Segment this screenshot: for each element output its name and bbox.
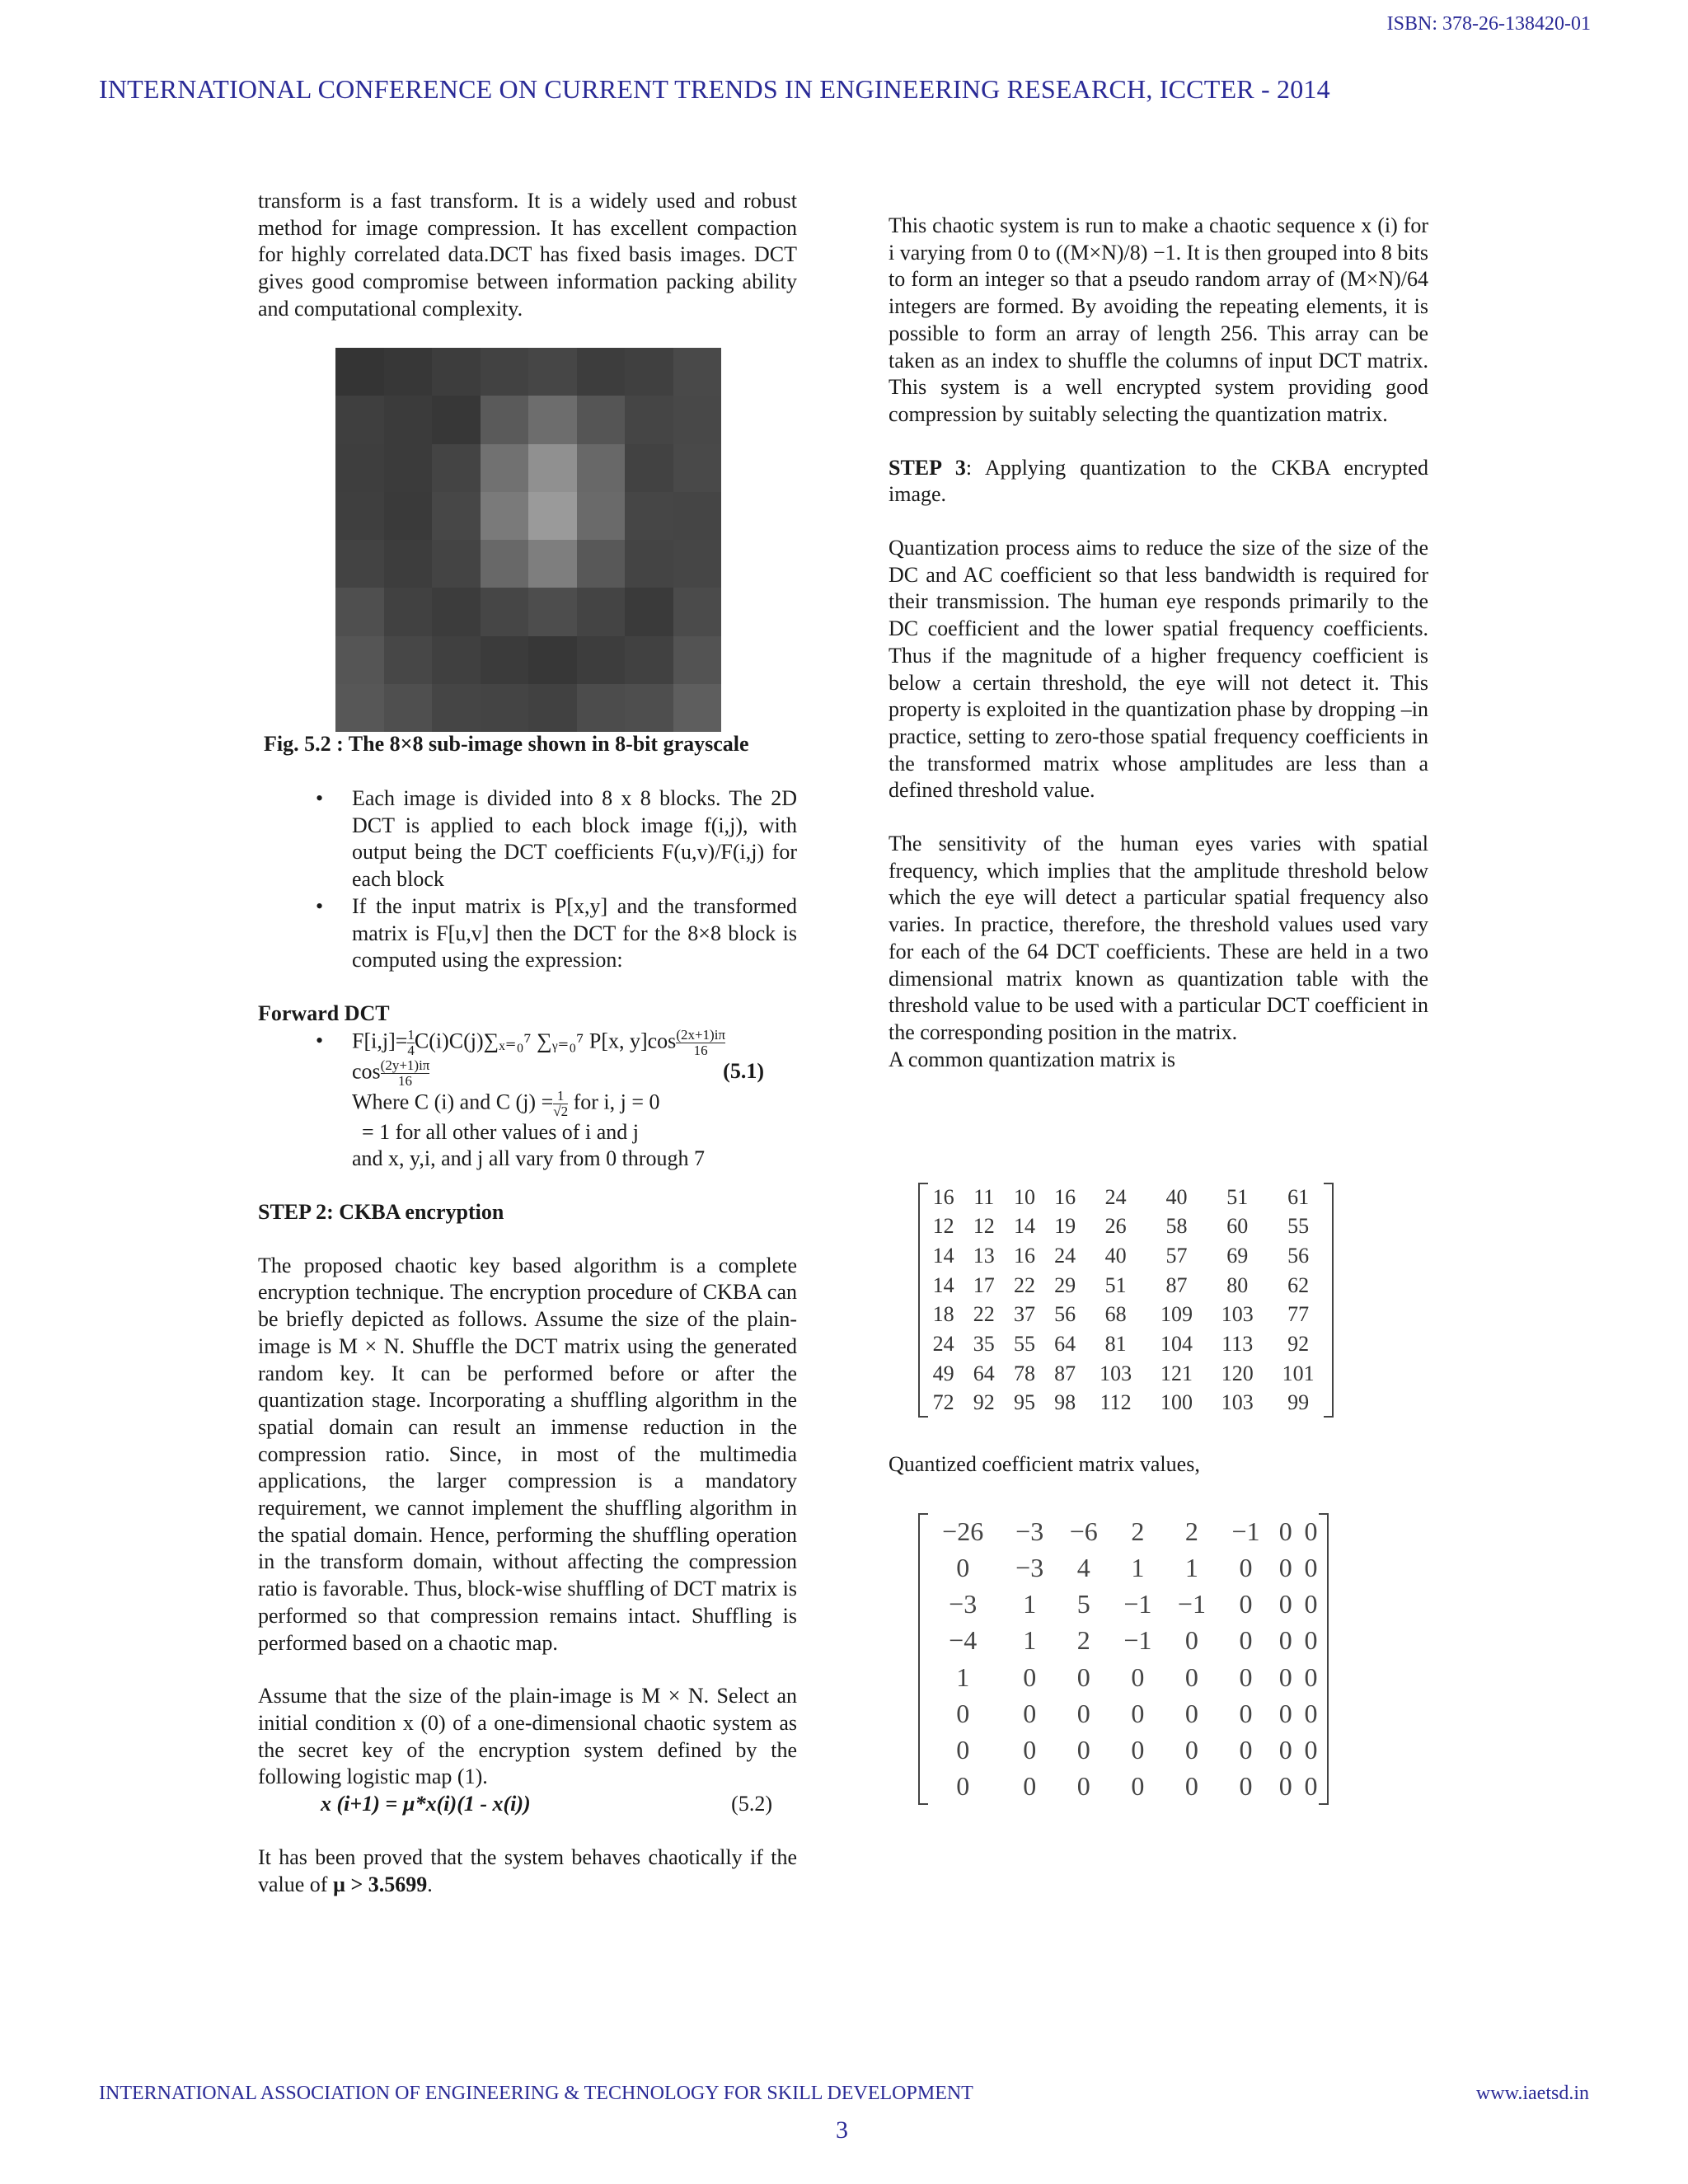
matrix-cell: −26 <box>942 1516 984 1546</box>
matrix-cell: 40 <box>1104 1244 1127 1268</box>
grayscale-pixel <box>673 348 722 396</box>
bullet-text: Each image is divided into 8 x 8 blocks. The 2D DCT is applied to each block image f(i,j), with output being the DCT coefficients F(u,v)/F(i,j) for each block <box>352 786 797 892</box>
matrix-cell: 0 <box>1131 1735 1145 1765</box>
matrix-cell: 0 <box>1278 1625 1292 1656</box>
matrix-cell: 16 <box>1013 1244 1035 1268</box>
matrix-row <box>923 1623 1324 1659</box>
matrix-cell: 0 <box>1304 1552 1318 1582</box>
footer-website: www.iaetsd.in <box>1475 2083 1589 2104</box>
matrix-cell: 113 <box>1221 1331 1254 1356</box>
step2-paragraph-2: Assume that the size of the plain-image is M × N. Select an initial condition x (0) of a one-dimensional chaotic system as the secret key of the encryption system defined by the following logistic map (1). <box>258 1684 797 1789</box>
bullet-list <box>258 785 797 974</box>
matrix-cell: 12 <box>932 1214 954 1239</box>
matrix-cell: 0 <box>1184 1735 1198 1765</box>
matrix-cell: 99 <box>1287 1390 1310 1415</box>
matrix-cell: 0 <box>1304 1735 1318 1765</box>
matrix-cell: 0 <box>1239 1625 1253 1656</box>
matrix-cell: −1 <box>1123 1625 1152 1656</box>
matrix-cell: −1 <box>1231 1516 1260 1546</box>
matrix-cell: 103 <box>1221 1302 1254 1327</box>
matrix-cell: −4 <box>949 1625 978 1656</box>
grayscale-pixel <box>577 348 626 396</box>
matrix-cell: 0 <box>1131 1661 1145 1692</box>
step2-paragraph-1: The proposed chaotic key based algorithm is a complete encryption technique. The encryption procedure of CKBA can be briefly depicted as follows. Assume the size of the plain-image is M × N. Shuffle the DCT matrix using the generated random key. It can be performed before or after the quantization stage. Incorporating a shuffling algorithm in the spatial domain can result an immense reduction in the compression ratio. Since, in most of the multimedia applications, the larger compression is a mandatory requirement, we cannot implement the shuffling algorithm in the spatial domain. Hence, performing the shuffling operation in the transform domain, without affecting the compression ratio is favorable. Thus, block-wise shuffling of DCT matrix is performed so that compression remains intact. Shuffling is performed based on a chaotic map. <box>258 1253 797 1655</box>
matrix-row <box>923 1301 1329 1330</box>
matrix-cell: 0 <box>1239 1589 1253 1619</box>
matrix-cell: 0 <box>1304 1589 1318 1619</box>
matrix-cell: 121 <box>1160 1361 1193 1385</box>
matrix-cell: 0 <box>1076 1771 1090 1802</box>
matrix-row <box>923 1241 1329 1271</box>
matrix-cell: 69 <box>1226 1244 1249 1268</box>
grayscale-pixel <box>384 492 433 540</box>
grayscale-pixel <box>481 540 529 588</box>
matrix-cell: 0 <box>1278 1735 1292 1765</box>
grayscale-pixel <box>528 348 577 396</box>
chaotic-paragraph: This chaotic system is run to make a chaotic sequence x (i) for i varying from 0 to ((M×N)/8) −1. It is then grouped into 8 bits to form an integer so that a pseudo random array of (M×N)/64 integers are formed. By avoiding the repeating elements, it is possible to form an array of length 256. This array can be taken as an index to shuffle the columns of input DCT matrix. This system is a well encrypted system providing good compression by suitably selecting the quantization matrix. <box>889 213 1428 426</box>
matrix-cell: 14 <box>932 1244 954 1268</box>
matrix-cell: 2 <box>1184 1516 1198 1546</box>
grayscale-pixel <box>335 396 384 443</box>
matrix-cell: 13 <box>973 1244 995 1268</box>
bullet-text: If the input matrix is P[x,y] and the transformed matrix is F[u,v] then the DCT for the 8×8 block is computed using the expression: <box>352 893 797 972</box>
logistic-equation-row <box>258 1791 797 1818</box>
grayscale-pixel <box>481 636 529 684</box>
grayscale-pixel <box>673 684 722 732</box>
matrix-cell: 0 <box>1076 1698 1090 1728</box>
matrix-cell: 35 <box>973 1331 995 1356</box>
quantization-matrix <box>923 1183 1329 1418</box>
grayscale-pixel <box>335 492 384 540</box>
matrix-cell: 0 <box>1278 1516 1292 1546</box>
grayscale-pixel <box>577 444 626 492</box>
matrix-cell: 0 <box>1239 1735 1253 1765</box>
matrix-cell: −6 <box>1069 1516 1098 1546</box>
matrix-cell: 0 <box>1023 1771 1037 1802</box>
step3-heading: STEP 3: Applying quantization to the CKBA encrypted image. <box>889 455 1428 507</box>
matrix-cell: 104 <box>1160 1331 1193 1356</box>
grayscale-pixel <box>335 636 384 684</box>
quant-matrix-intro: A common quantization matrix is <box>889 1047 1176 1071</box>
matrix-cell: 0 <box>1184 1661 1198 1692</box>
matrix-cell: 0 <box>1184 1625 1198 1656</box>
grayscale-pixel <box>384 636 433 684</box>
matrix-cell: 17 <box>973 1272 995 1297</box>
matrix-cell: 22 <box>973 1302 995 1327</box>
matrix-cell: 55 <box>1013 1331 1035 1356</box>
grayscale-pixel <box>432 684 481 732</box>
grayscale-pixel <box>625 636 673 684</box>
grayscale-pixel <box>481 348 529 396</box>
matrix-cell: 2 <box>1076 1625 1090 1656</box>
matrix-cell: 103 <box>1100 1361 1132 1385</box>
matrix-cell: 51 <box>1226 1184 1249 1209</box>
forward-dct-heading: Forward DCT <box>258 1001 390 1025</box>
matrix-cell: 0 <box>1184 1771 1198 1802</box>
right-column <box>889 213 1428 1073</box>
equation-number: (5.2) <box>731 1792 772 1816</box>
matrix-cell: 64 <box>1054 1331 1076 1356</box>
equation-number: (5.1) <box>723 1058 764 1083</box>
grayscale-pixel <box>577 540 626 588</box>
matrix-cell: 11 <box>973 1184 995 1209</box>
matrix-row <box>923 1212 1329 1242</box>
matrix-cell: 95 <box>1013 1390 1035 1415</box>
matrix-cell: 49 <box>932 1361 954 1385</box>
matrix-cell: −3 <box>1015 1516 1044 1546</box>
matrix-cell: 92 <box>973 1390 995 1415</box>
matrix-cell: 103 <box>1221 1390 1254 1415</box>
grayscale-pixel <box>625 396 673 443</box>
matrix-cell: 5 <box>1076 1589 1090 1619</box>
matrix-cell: 62 <box>1287 1272 1310 1297</box>
matrix-cell: 112 <box>1100 1390 1132 1415</box>
grayscale-pixel <box>528 540 577 588</box>
matrix-cell: 56 <box>1287 1244 1310 1268</box>
list-item: • If the input matrix is P[x,y] and the transformed matrix is F[u,v] then the DCT for the 8×8 block is computed using the expression: <box>316 893 797 972</box>
formula-line-2 <box>352 1058 797 1089</box>
grayscale-pixel <box>432 636 481 684</box>
matrix-cell: 0 <box>956 1552 970 1582</box>
matrix-cell: 1 <box>1131 1552 1145 1582</box>
left-column-lower <box>258 785 797 1898</box>
grayscale-pixel <box>481 492 529 540</box>
formula-lhs: F[i,j]= <box>352 1029 408 1053</box>
grayscale-pixel <box>673 396 722 443</box>
grayscale-pixel <box>673 492 722 540</box>
matrix-row <box>923 1388 1329 1418</box>
matrix-cell: 60 <box>1226 1214 1249 1239</box>
matrix-cell: 40 <box>1165 1184 1188 1209</box>
matrix-cell: 92 <box>1287 1331 1310 1356</box>
matrix-cell: −3 <box>949 1589 978 1619</box>
matrix-cell: 0 <box>1131 1771 1145 1802</box>
grayscale-subimage-figure <box>335 348 721 732</box>
matrix-row <box>923 1769 1324 1805</box>
grayscale-pixel <box>625 684 673 732</box>
grayscale-pixel <box>625 444 673 492</box>
grayscale-pixel <box>625 348 673 396</box>
matrix-cell: 0 <box>1076 1735 1090 1765</box>
matrix-cell: 0 <box>1023 1661 1037 1692</box>
matrix-row <box>923 1359 1329 1389</box>
matrix-cell: 56 <box>1054 1302 1076 1327</box>
grayscale-pixel <box>528 492 577 540</box>
matrix-row <box>923 1513 1324 1549</box>
matrix-cell: 0 <box>1076 1661 1090 1692</box>
grayscale-pixel <box>577 492 626 540</box>
matrix-row <box>923 1329 1329 1359</box>
formula-body: C(i)C(j)∑ₓ₌₀⁷ ∑ᵧ₌₀⁷ P[x, y]cos <box>414 1029 677 1053</box>
matrix-cell: 0 <box>956 1698 970 1728</box>
grayscale-pixel <box>335 540 384 588</box>
footer-association: INTERNATIONAL ASSOCIATION OF ENGINEERING & TECHNOLOGY FOR SKILL DEVELOPMENT <box>99 2083 973 2104</box>
matrix-cell: 0 <box>1239 1771 1253 1802</box>
page-number: 3 <box>836 2116 848 2144</box>
matrix-cell: 0 <box>1304 1516 1318 1546</box>
matrix-cell: 0 <box>1304 1661 1318 1692</box>
matrix-cell: 87 <box>1165 1272 1188 1297</box>
matrix-cell: 24 <box>1104 1184 1127 1209</box>
grayscale-pixel <box>625 492 673 540</box>
matrix-row <box>923 1271 1329 1301</box>
grayscale-pixel <box>625 540 673 588</box>
matrix-cell: 16 <box>1054 1184 1076 1209</box>
matrix-cell: 19 <box>1054 1214 1076 1239</box>
grayscale-pixel <box>432 492 481 540</box>
matrix-cell: 0 <box>1278 1771 1292 1802</box>
matrix-cell: 14 <box>1013 1214 1035 1239</box>
grayscale-pixel <box>481 684 529 732</box>
matrix-cell: −1 <box>1177 1589 1206 1619</box>
matrix-cell: 12 <box>973 1214 995 1239</box>
matrix-cell: 101 <box>1282 1361 1315 1385</box>
quantized-label: Quantized coefficient matrix values, <box>889 1452 1200 1476</box>
list-item: • Each image is divided into 8 x 8 blocks. The 2D DCT is applied to each block image f(i,j), with output being the DCT coefficients F(u,v)/F(i,j) for each block <box>316 786 797 892</box>
matrix-cell: 77 <box>1287 1302 1310 1327</box>
matrix-cell: 0 <box>956 1735 970 1765</box>
grayscale-pixel <box>577 636 626 684</box>
intro-paragraph: transform is a fast transform. It is a widely used and robust method for image compression. It has excellent compaction for highly correlated data.DCT has fixed basis images. DCT gives good compromise between information packing ability and computational complexity. <box>258 189 797 321</box>
grayscale-pixel <box>481 396 529 443</box>
formula-fraction-x: $\frac{(2x+1)i\pi}{16}$ <box>676 1026 726 1058</box>
grayscale-pixel <box>432 444 481 492</box>
matrix-cell: 24 <box>1054 1244 1076 1268</box>
formula-fraction-y: $\frac{(2y+1)i\pi}{16}$ <box>380 1057 430 1089</box>
grayscale-pixel <box>384 396 433 443</box>
grayscale-pixel <box>577 588 626 635</box>
closing-paragraph: It has been proved that the system behaves chaotically if the value of µ > 3.5699. <box>258 1844 797 1896</box>
matrix-cell: 10 <box>1013 1184 1035 1209</box>
formula-cos: cos <box>352 1059 381 1084</box>
matrix-row <box>923 1183 1329 1212</box>
matrix-cell: 16 <box>932 1184 954 1209</box>
matrix-cell: 0 <box>1304 1698 1318 1728</box>
matrix-cell: 0 <box>1023 1735 1037 1765</box>
quantized-coefficient-matrix <box>923 1513 1324 1805</box>
left-column <box>258 188 797 323</box>
logistic-equation: x (i+1) = µ*x(i)(1 - x(i)) <box>321 1792 531 1816</box>
grayscale-pixel <box>673 540 722 588</box>
where-line-2: = 1 for all other values of i and j <box>362 1119 639 1144</box>
matrix-cell: 24 <box>932 1331 954 1356</box>
matrix-cell: 0 <box>1023 1698 1037 1728</box>
matrix-cell: 26 <box>1104 1214 1127 1239</box>
grayscale-pixel <box>384 540 433 588</box>
isbn-label: ISBN: 378-26-138420-01 <box>1386 13 1591 35</box>
conference-title: INTERNATIONAL CONFERENCE ON CURRENT TRENDS IN ENGINEERING RESEARCH, ICCTER - 2014 <box>99 74 1330 104</box>
grayscale-pixel <box>528 444 577 492</box>
matrix-cell: 78 <box>1013 1361 1035 1385</box>
matrix-cell: 87 <box>1054 1361 1076 1385</box>
grayscale-pixel <box>625 588 673 635</box>
list-item: • F[i,j]= $\frac{1}{4}$ C(i)C(j)∑ₓ₌₀⁷ ∑ᵧ₌₀⁷ P[x, y]cos $\frac{(2x+1)i\pi}{16}$ cos $\frac{(2y+1)i\pi}{16}$ (5.1) Where C (i) and C (j) = $\frac{1}{√2}$ for i, j = 0 = 1 for all other values of i and j and x, y,i, and j all vary from 0 through 7 <box>258 1028 797 1173</box>
matrix-cell: 98 <box>1054 1390 1076 1415</box>
grayscale-pixel <box>384 684 433 732</box>
matrix-cell: 4 <box>1076 1552 1090 1582</box>
matrix-cell: 18 <box>932 1302 954 1327</box>
matrix-cell: 22 <box>1013 1272 1035 1297</box>
figure-caption: Fig. 5.2 : The 8×8 sub-image shown in 8-bit grayscale <box>264 732 749 756</box>
grayscale-pixel <box>432 588 481 635</box>
matrix-row <box>923 1549 1324 1586</box>
grayscale-pixel <box>384 348 433 396</box>
matrix-cell: 81 <box>1104 1331 1127 1356</box>
mu-threshold: µ > 3.5699 <box>332 1872 428 1896</box>
matrix-cell: 1 <box>1023 1589 1037 1619</box>
matrix-cell: 64 <box>973 1361 995 1385</box>
where-line-1: Where C (i) and C (j) = $\frac{1}{√2}$ for i, j = 0 <box>352 1087 660 1119</box>
grayscale-pixel <box>384 444 433 492</box>
grayscale-pixel <box>432 348 481 396</box>
matrix-cell: 0 <box>1304 1625 1318 1656</box>
formula-quarter: $\frac{1}{4}$ <box>407 1026 415 1058</box>
matrix-cell: 37 <box>1013 1302 1035 1327</box>
grayscale-pixel <box>528 396 577 443</box>
matrix-cell: 55 <box>1287 1214 1310 1239</box>
matrix-cell: 0 <box>956 1771 970 1802</box>
grayscale-pixel <box>481 444 529 492</box>
matrix-row <box>923 1586 1324 1623</box>
matrix-cell: 120 <box>1221 1361 1254 1385</box>
matrix-cell: 0 <box>1239 1698 1253 1728</box>
matrix-cell: 0 <box>1184 1698 1198 1728</box>
matrix-row <box>923 1732 1324 1769</box>
grayscale-pixel <box>335 348 384 396</box>
grayscale-pixel <box>481 588 529 635</box>
matrix-cell: 0 <box>1304 1771 1318 1802</box>
matrix-cell: 61 <box>1287 1184 1310 1209</box>
matrix-cell: 1 <box>1023 1625 1037 1656</box>
grayscale-pixel <box>335 444 384 492</box>
grayscale-pixel <box>577 396 626 443</box>
matrix-cell: 1 <box>956 1661 970 1692</box>
matrix-cell: 29 <box>1054 1272 1076 1297</box>
matrix-cell: 1 <box>1184 1552 1198 1582</box>
matrix-row <box>923 1695 1324 1732</box>
grayscale-pixel <box>673 588 722 635</box>
grayscale-pixel <box>673 444 722 492</box>
grayscale-pixel <box>432 396 481 443</box>
grayscale-pixel <box>528 636 577 684</box>
grayscale-pixel <box>335 684 384 732</box>
matrix-cell: −3 <box>1015 1552 1044 1582</box>
matrix-cell: 58 <box>1165 1214 1188 1239</box>
grayscale-pixel <box>673 636 722 684</box>
matrix-cell: 2 <box>1131 1516 1145 1546</box>
grayscale-pixel <box>528 588 577 635</box>
matrix-cell: 14 <box>932 1272 954 1297</box>
matrix-cell: −1 <box>1123 1589 1152 1619</box>
matrix-cell: 57 <box>1165 1244 1188 1268</box>
matrix-cell: 0 <box>1278 1698 1292 1728</box>
formula-block <box>258 1028 797 1173</box>
matrix-row <box>923 1659 1324 1695</box>
matrix-cell: 80 <box>1226 1272 1249 1297</box>
matrix-cell: 0 <box>1278 1661 1292 1692</box>
where-fraction: $\frac{1}{√2}$ <box>553 1087 569 1119</box>
where-line-3: and x, y,i, and j all vary from 0 through 7 <box>352 1146 705 1171</box>
matrix-cell: 109 <box>1160 1302 1193 1327</box>
quantization-paragraph: Quantization process aims to reduce the size of the size of the DC and AC coefficient so that less bandwidth is required for their transmission. The human eye responds primarily to the DC coefficient and the lower spatial frequency coefficients. Thus if the magnitude of a higher frequency coefficient is below a certain threshold, the eye will not detect it. This property is exploited in the quantization phase by dropping –in practice, setting to zero-those spatial frequency coefficients in the transformed matrix whose amplitudes are less than a defined threshold value. <box>889 536 1428 803</box>
matrix-cell: 0 <box>1239 1552 1253 1582</box>
matrix-cell: 0 <box>1239 1661 1253 1692</box>
matrix-cell: 0 <box>1131 1698 1145 1728</box>
sensitivity-paragraph: The sensitivity of the human eyes varies with spatial frequency, which implies that the amplitude threshold below which the eye will detect a particular spatial frequency also varies. In practice, therefore, the threshold values used vary for each of the 64 DCT coefficients. These are held in a two dimensional matrix known as quantization table with the threshold value to be used with a particular DCT coefficient in the corresponding position in the matrix. <box>889 832 1428 1044</box>
matrix-cell: 0 <box>1278 1589 1292 1619</box>
matrix-cell: 72 <box>932 1390 954 1415</box>
matrix-cell: 100 <box>1160 1390 1193 1415</box>
grayscale-pixel <box>577 684 626 732</box>
matrix-cell: 51 <box>1104 1272 1127 1297</box>
grayscale-pixel <box>335 588 384 635</box>
matrix-cell: 68 <box>1104 1302 1127 1327</box>
grayscale-pixel <box>432 540 481 588</box>
grayscale-pixel <box>528 684 577 732</box>
matrix-cell: 0 <box>1278 1552 1292 1582</box>
step2-heading: STEP 2: CKBA encryption <box>258 1200 504 1225</box>
grayscale-pixel <box>384 588 433 635</box>
